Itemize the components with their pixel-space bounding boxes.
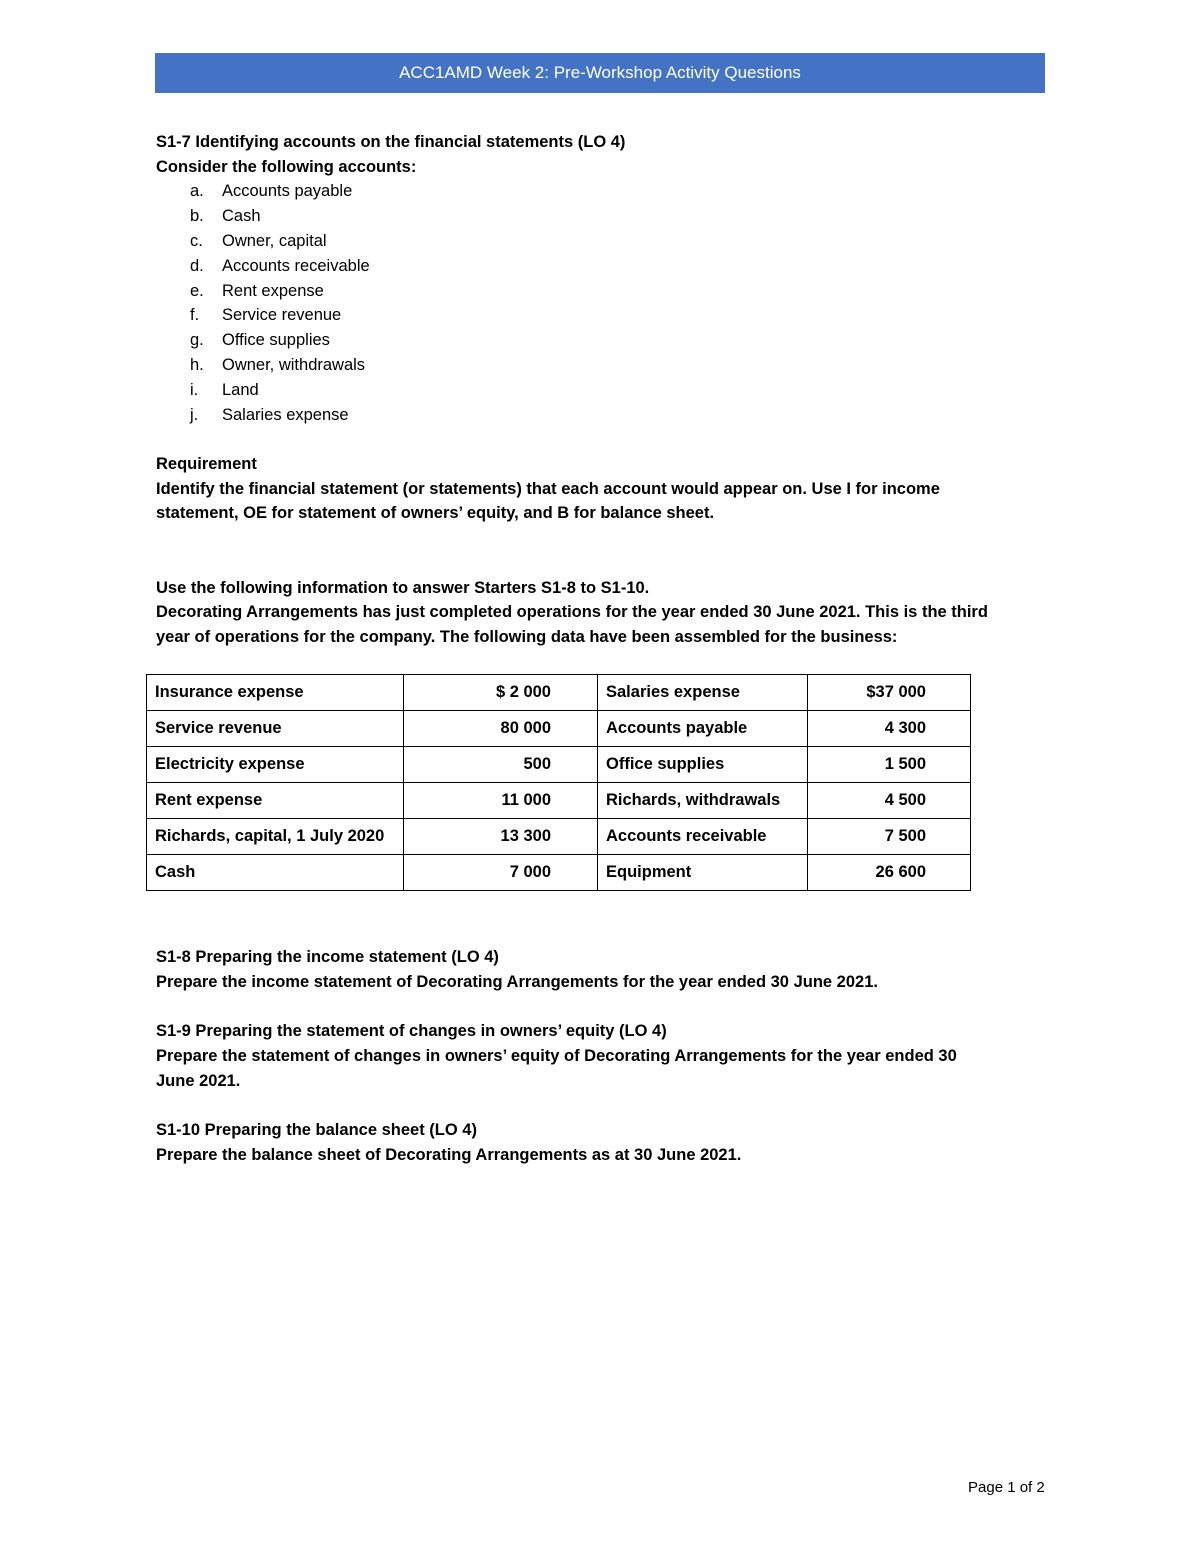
list-item — [156, 279, 1046, 304]
list-marker: c. — [190, 232, 203, 250]
info-line-2: Decorating Arrangements has just completed operations for the year ended 30 June 2021. This is the third — [156, 603, 988, 622]
table-cell: Richards, withdrawals — [598, 783, 808, 819]
table-cell: Salaries expense — [598, 675, 808, 711]
list-item — [156, 254, 1046, 279]
s1-9-text-line-2: June 2021. — [156, 1071, 241, 1090]
table-cell: Insurance expense — [147, 675, 404, 711]
accounts-list — [156, 179, 1046, 427]
list-item-text: Cash — [222, 207, 261, 226]
table-cell: Equipment — [598, 855, 808, 891]
table-row — [147, 819, 971, 855]
table-cell: 4 500 — [808, 783, 971, 819]
info-line-3: year of operations for the company. The following data have been assembled for the business: — [156, 627, 898, 646]
table-cell: Richards, capital, 1 July 2020 — [147, 819, 404, 855]
table-cell: $ 2 000 — [404, 675, 598, 711]
table-cell: Accounts receivable — [598, 819, 808, 855]
list-marker: d. — [190, 256, 204, 275]
table-cell: 26 600 — [808, 855, 971, 891]
list-item — [156, 179, 1046, 204]
table-cell: 11 000 — [404, 783, 598, 819]
requirement-label: Requirement — [156, 455, 257, 474]
list-item — [156, 403, 1046, 428]
list-item-text: Office supplies — [222, 331, 330, 350]
header-title: ACC1AMD Week 2: Pre-Workshop Activity Questions — [399, 63, 801, 82]
spacer — [156, 1093, 1046, 1118]
list-marker: j. — [190, 405, 199, 424]
starters-section — [156, 945, 1046, 1167]
info-line-1: Use the following information to answer Starters S1-8 to S1-10. — [156, 578, 650, 597]
list-item-text: Rent expense — [222, 281, 324, 300]
table-cell: Electricity expense — [147, 747, 404, 783]
list-marker: h. — [190, 355, 204, 374]
list-item-text: Salaries expense — [222, 405, 349, 424]
list-marker: a. — [190, 182, 204, 201]
table-row — [147, 711, 971, 747]
table-row — [147, 675, 971, 711]
table-cell: Service revenue — [147, 711, 404, 747]
list-item — [156, 229, 1046, 254]
list-marker: i. — [190, 380, 199, 399]
list-item-text: Land — [222, 380, 259, 399]
list-item — [156, 204, 1046, 229]
s1-9-heading: S1-9 Preparing the statement of changes in owners’ equity (LO 4) — [156, 1022, 667, 1041]
list-item — [156, 378, 1046, 403]
s1-7-section — [156, 130, 1046, 650]
page-header — [155, 53, 1045, 93]
s1-7-intro: Consider the following accounts: — [156, 157, 417, 176]
table-cell: Rent expense — [147, 783, 404, 819]
table-row — [147, 747, 971, 783]
spacer — [156, 526, 1046, 551]
table-cell: 1 500 — [808, 747, 971, 783]
list-marker: b. — [190, 207, 204, 226]
s1-8-heading: S1-8 Preparing the income statement (LO 4) — [156, 948, 499, 966]
list-marker: e. — [190, 281, 204, 300]
table-cell: Accounts payable — [598, 711, 808, 747]
s1-8-text: Prepare the income statement of Decorating Arrangements for the year ended 30 June 2021. — [156, 972, 878, 991]
table-row — [147, 783, 971, 819]
spacer — [156, 551, 1046, 576]
list-item — [156, 328, 1046, 353]
spacer — [156, 994, 1046, 1019]
s1-10-heading: S1-10 Preparing the balance sheet (LO 4) — [156, 1120, 477, 1139]
requirement-text-line-2: statement, OE for statement of owners’ equity, and B for balance sheet. — [156, 504, 715, 523]
list-marker: f. — [190, 306, 200, 325]
list-item-text: Owner, withdrawals — [222, 355, 366, 374]
s1-7-heading: S1-7 Identifying accounts on the financial statements (LO 4) — [156, 133, 626, 151]
table-cell: $37 000 — [808, 675, 971, 711]
s1-10-text: Prepare the balance sheet of Decorating Arrangements as at 30 June 2021. — [156, 1145, 742, 1164]
list-item — [156, 353, 1046, 378]
list-item-text: Owner, capital — [222, 232, 327, 250]
list-item-text: Accounts receivable — [222, 256, 370, 275]
table-cell: Cash — [147, 855, 404, 891]
table-cell: 13 300 — [404, 819, 598, 855]
table-cell: 500 — [404, 747, 598, 783]
table-cell: 80 000 — [404, 711, 598, 747]
list-item-text: Service revenue — [222, 306, 342, 325]
spacer — [156, 427, 1046, 452]
list-item — [156, 303, 1046, 328]
page-number: Page 1 of 2 — [968, 1479, 1045, 1496]
list-marker: g. — [190, 331, 204, 350]
account-data-table — [146, 674, 971, 891]
table-row — [147, 855, 971, 891]
list-item-text: Accounts payable — [222, 182, 353, 201]
requirement-text-line-1: Identify the financial statement (or statements) that each account would appear on. Use I for income — [156, 479, 940, 498]
table-cell: Office supplies — [598, 747, 808, 783]
table-cell: 4 300 — [808, 711, 971, 747]
table-cell: 7 500 — [808, 819, 971, 855]
table-cell: 7 000 — [404, 855, 598, 891]
s1-9-text-line-1: Prepare the statement of changes in owners’ equity of Decorating Arrangements for the year ended 30 — [156, 1046, 957, 1065]
